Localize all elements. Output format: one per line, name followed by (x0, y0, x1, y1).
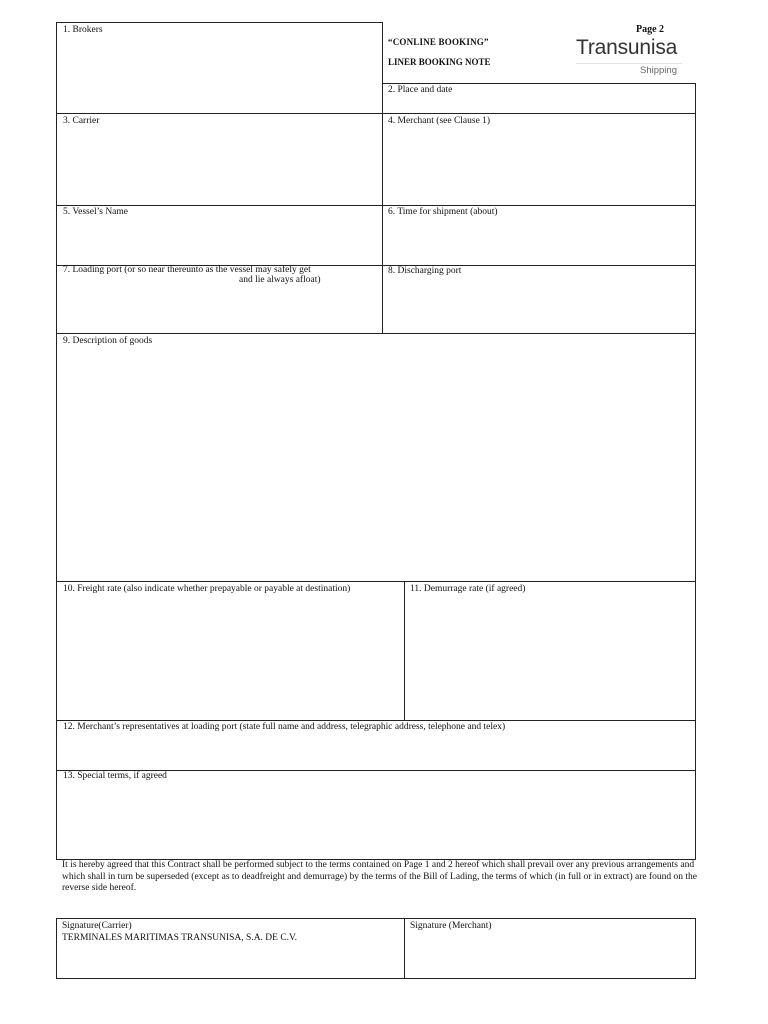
agreement-text: It is hereby agreed that this Contract shall be performed subject to the terms contained on Page 1 and 2 hereof which shall prevail over any previous arrangements and which shall in turn be superseded (except as to deadfreight and demurrage) by the terms of the Bill of Lading, the terms of which (in full or in extract) are found on the reverse side hereof. (62, 860, 697, 894)
booking-title: “CONLINE BOOKING” (388, 37, 489, 47)
logo-wordmark: Transunisa (576, 36, 678, 59)
representatives-label: 12. Merchant’s representatives at loading port (state full name and address, telegraphic address, telephone and telex) (63, 722, 506, 732)
carrier-label: 3. Carrier (63, 116, 100, 126)
discharging-port-label: 8. Discharging port (388, 266, 462, 276)
page-number: Page 2 (636, 24, 665, 35)
brokers-label: 1. Brokers (63, 25, 103, 35)
time-shipment-label: 6. Time for shipment (about) (388, 207, 498, 217)
carrier-box[interactable] (56, 113, 383, 206)
signature-carrier-label: Signature(Carrier) (62, 921, 132, 931)
freight-rate-label: 10. Freight rate (also indicate whether prepayable or payable at destination) (63, 584, 351, 594)
place-date-label: 2. Place and date (388, 85, 453, 95)
special-terms-box[interactable] (56, 770, 696, 860)
description-box[interactable] (56, 333, 696, 582)
booking-subtitle: LINER BOOKING NOTE (388, 57, 491, 67)
brokers-box[interactable] (56, 22, 383, 114)
demurrage-rate-label: 11. Demurrage rate (if agreed) (410, 584, 526, 594)
loading-port-label: 7. Loading port (or so near thereunto as the vessel may safely get (63, 265, 311, 275)
header-title-box (382, 22, 696, 84)
loading-port-label-cont: and lie always afloat) (239, 275, 321, 285)
demurrage-rate-box[interactable] (404, 581, 696, 721)
merchant-label: 4. Merchant (see Clause 1) (388, 116, 491, 126)
signature-merchant-label: Signature (Merchant) (410, 921, 492, 931)
logo-subtitle: Shipping (640, 65, 677, 76)
vessel-label: 5. Vessel’s Name (63, 207, 128, 217)
special-terms-label: 13. Special terms, if agreed (63, 771, 167, 781)
carrier-company-name: TERMINALES MARITIMAS TRANSUNISA, S.A. DE C.V. (62, 933, 298, 943)
freight-rate-box[interactable] (56, 581, 405, 721)
description-label: 9. Description of goods (63, 336, 153, 346)
